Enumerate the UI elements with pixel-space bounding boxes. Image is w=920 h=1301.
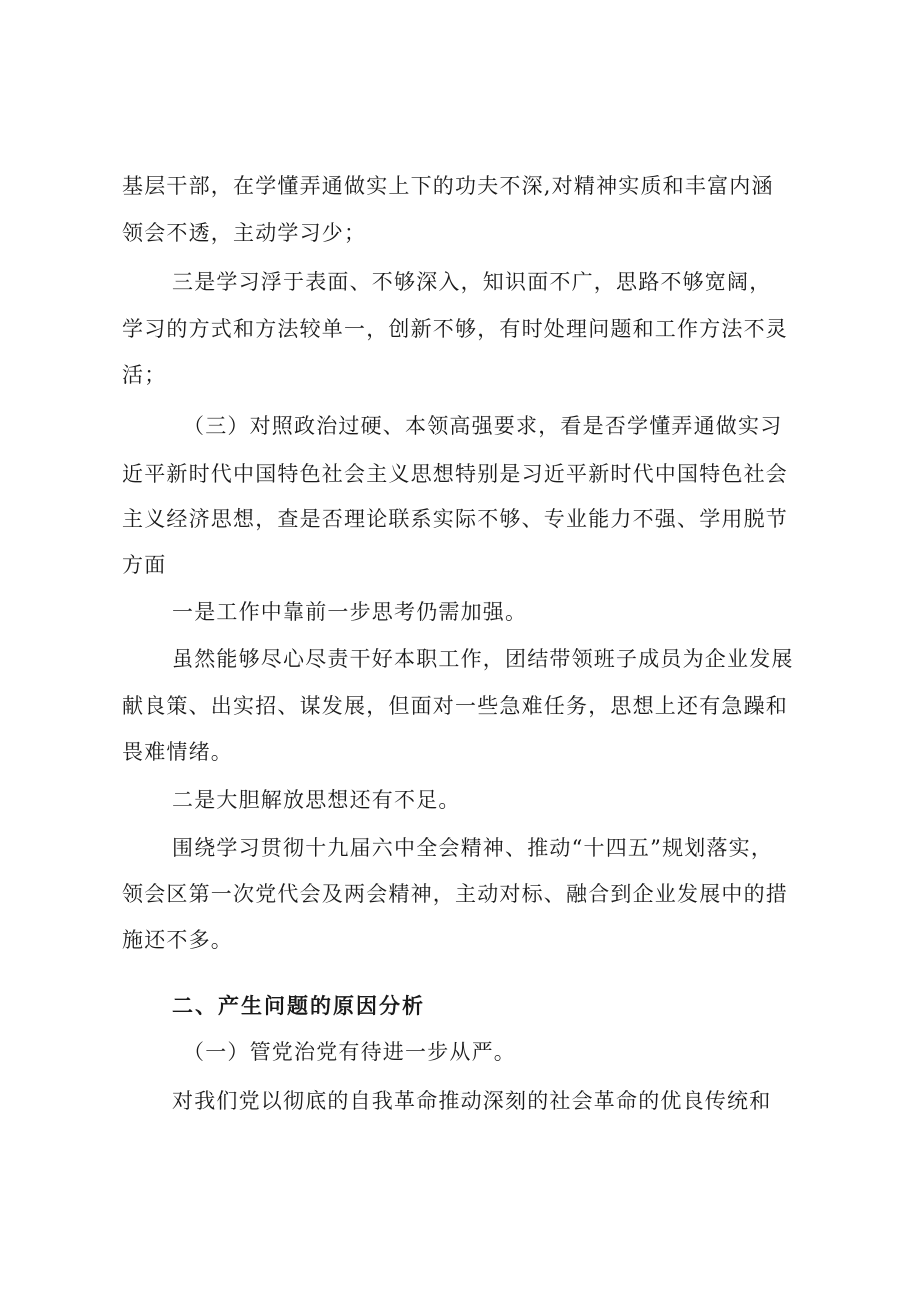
body-text-line: 活； bbox=[122, 363, 167, 387]
body-text-line: 三是学习浮于表面、不够深入，知识面不广，思路不够宽阔， bbox=[172, 270, 772, 294]
body-text-line: 对我们党以彻底的自我革命推动深刻的社会革命的优良传统和 bbox=[172, 1089, 772, 1113]
section-subheading: （一）管党治党有待进一步从严。 bbox=[183, 1040, 516, 1064]
body-text-line: 二是大胆解放思想还有不足。 bbox=[172, 788, 461, 812]
section-subheading: （三）对照政治过硬、本领高强要求，看是否学懂弄通做实习 bbox=[183, 414, 783, 438]
body-text-line: 虽然能够尽心尽责干好本职工作，团结带领班子成员为企业发展 bbox=[172, 647, 794, 671]
body-text-line: 基层干部，在学懂弄通做实上下的功夫不深,对精神实质和丰富内涵 bbox=[122, 174, 774, 198]
body-text-line: 一是工作中靠前一步思考仍需加强。 bbox=[172, 600, 528, 624]
body-text-line: 领会不透，主动学习少； bbox=[122, 221, 367, 245]
body-text-line: 围绕学习贯彻十九届六中全会精神、推动“十四五”规划落实， bbox=[172, 836, 774, 860]
body-text-line: 领会区第一次党代会及两会精神，主动对标、融合到企业发展中的措 bbox=[122, 882, 788, 906]
body-text-line: 主义经济思想，查是否理论联系实际不够、专业能力不强、学用脱节 bbox=[122, 507, 788, 531]
body-text-line: 学习的方式和方法较单一，创新不够，有时处理问题和工作方法不灵 bbox=[122, 317, 788, 341]
body-text-line: 献良策、出实招、谋发展，但面对一些急难任务，思想上还有急躁和 bbox=[122, 694, 788, 718]
body-text-line: 近平新时代中国特色社会主义思想特别是习近平新时代中国特色社会 bbox=[122, 462, 788, 486]
body-text-line: 畏难情绪。 bbox=[122, 740, 233, 764]
section-heading: 二、产生问题的原因分析 bbox=[172, 993, 425, 1018]
body-text-line: 方面 bbox=[122, 553, 167, 577]
body-text-line: 施还不多。 bbox=[122, 928, 233, 952]
